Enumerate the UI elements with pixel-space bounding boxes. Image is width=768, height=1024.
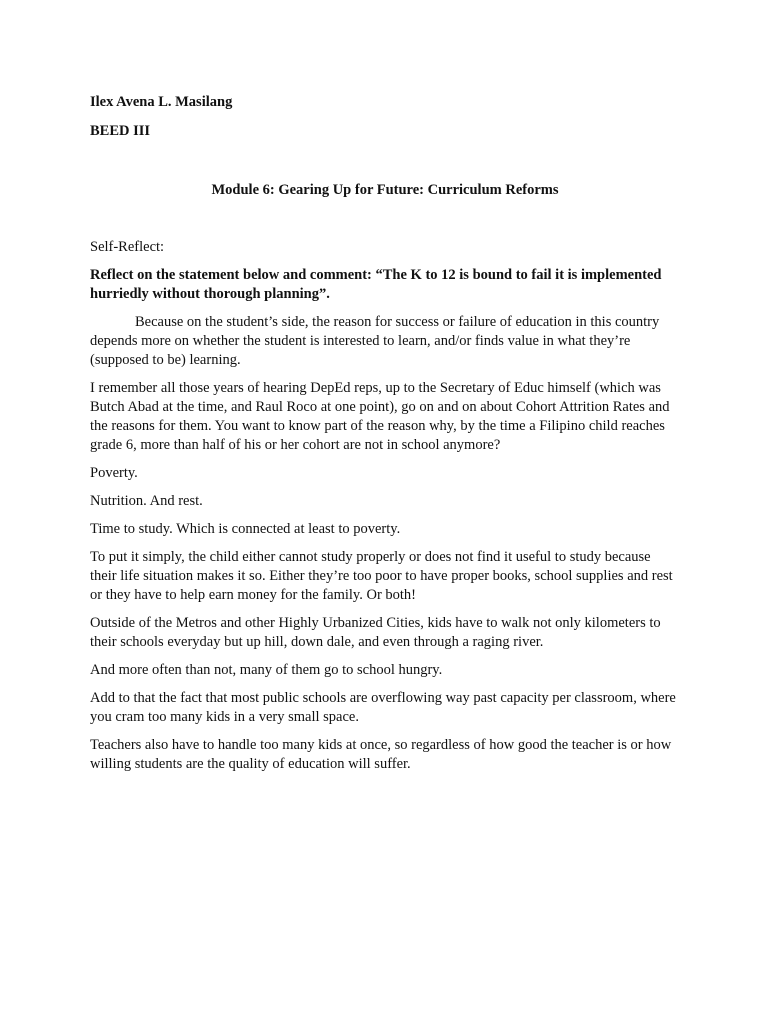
- paragraph: I remember all those years of hearing DepEd reps, up to the Secretary of Educ himself (which was Butch Abad at the time, and Raul Roco at one point), go on and on about Cohort Attrition Rates and the reasons for them. You want to know part of the reason why, by the time a Filipino child reaches grade 6, more than half of his or her cohort are not in school anymore?: [90, 380, 670, 453]
- paragraph: Time to study. Which is connected at least to poverty.: [90, 521, 401, 537]
- paragraph: Outside of the Metros and other Highly Urbanized Cities, kids have to walk not only kilometers to their schools everyday but up hill, down dale, and even through a raging river.: [90, 615, 661, 650]
- paragraph: Nutrition. And rest.: [90, 493, 203, 509]
- paragraph: Poverty.: [90, 465, 138, 481]
- paragraph: Because on the student’s side, the reason for success or failure of education in this country depends more on whether the student is interested to learn, and/or finds value in what they’re (supposed to be) learning.: [90, 314, 660, 368]
- module-title: Module 6: Gearing Up for Future: Curriculum Reforms: [211, 182, 559, 198]
- reflection-prompt: Reflect on the statement below and comment: “The K to 12 is bound to fail it is implemented hurriedly without thorough planning”.: [90, 267, 662, 302]
- paragraph: To put it simply, the child either cannot study properly or does not find it useful to study because their life situation makes it so. Either they’re too poor to have proper books, school supplies and rest or they have to help earn money for the family. Or both!: [90, 549, 673, 603]
- author-name: Ilex Avena L. Masilang: [90, 94, 233, 110]
- paragraph: And more often than not, many of them go to school hungry.: [90, 662, 443, 678]
- course-label: BEED III: [90, 123, 151, 139]
- section-label: Self-Reflect:: [90, 239, 165, 255]
- document-body: [90, 93, 680, 774]
- paragraph: Add to that the fact that most public schools are overflowing way past capacity per classroom, where you cram too many kids in a very small space.: [90, 690, 676, 725]
- paragraph: Teachers also have to handle too many kids at once, so regardless of how good the teacher is or how willing students are the quality of education will suffer.: [90, 737, 672, 772]
